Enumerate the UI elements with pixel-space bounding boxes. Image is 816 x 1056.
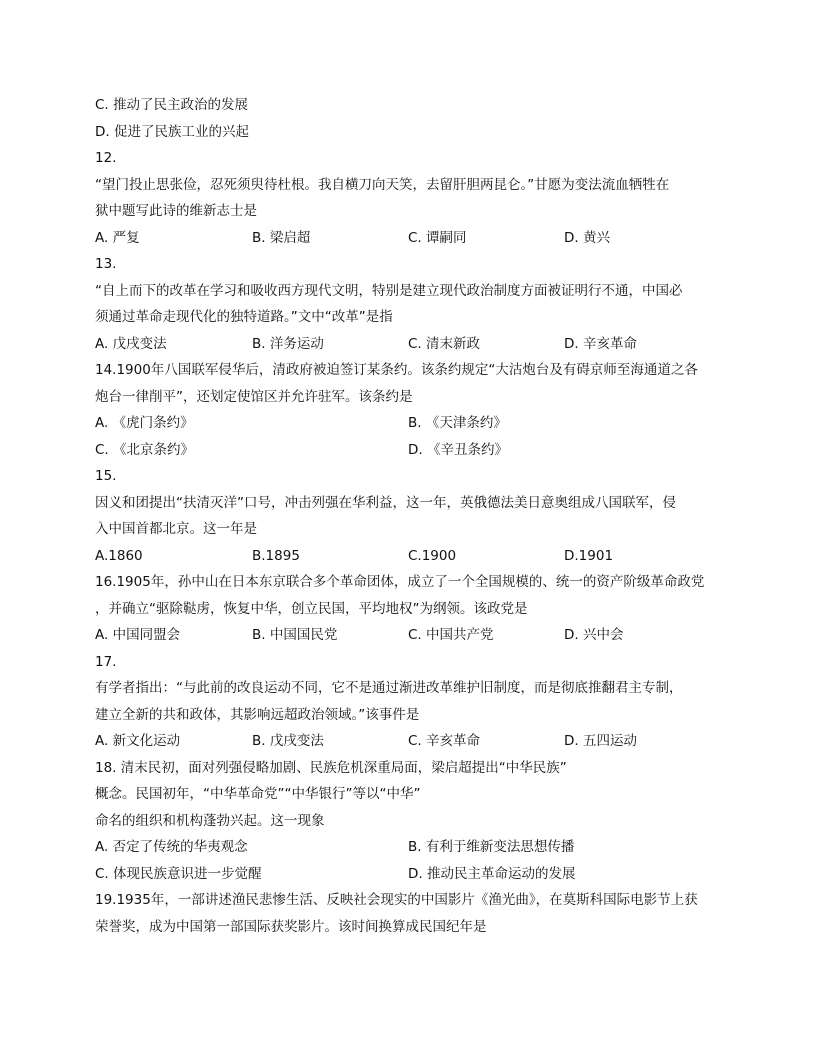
question-stem-line: 19.1935年，一部讲述渔民悲惨生活、反映社会现实的中国影片《渔光曲》，在莫斯科国际电影节上获 bbox=[95, 892, 698, 908]
option-c: C. 《北京条约》 bbox=[95, 441, 195, 458]
question-19 bbox=[95, 887, 725, 940]
options-row bbox=[95, 410, 725, 437]
option-c: C. 清末新政 bbox=[408, 335, 481, 352]
q11-option-d: D. 促进了民族工业的兴起 bbox=[95, 123, 249, 140]
option-d: D. 兴中会 bbox=[564, 627, 624, 643]
question-12 bbox=[95, 145, 725, 251]
question-stem-line: “自上而下的改革在学习和吸收西方现代文明，特别是建立现代政治制度方面被证明行不通，中国必 bbox=[95, 282, 683, 299]
question-stem-line: 因义和团提出“扶清灭洋”口号，冲击列强在华利益，这一年，英俄德法美日意奥组成八国联军，侵 bbox=[95, 494, 676, 511]
option-b: B. 梁启超 bbox=[252, 229, 311, 246]
question-number: 13. bbox=[95, 256, 117, 272]
question-stem-line: 命名的组织和机构蓬勃兴起。这一现象 bbox=[95, 812, 325, 829]
question-stem-line: 概念。民国初年，“中华革命党”“中华银行”等以“中华” bbox=[95, 786, 421, 802]
option-a: A. 新文化运动 bbox=[95, 733, 181, 749]
question-13 bbox=[95, 251, 725, 357]
option-c: C. 辛亥革命 bbox=[408, 733, 481, 749]
question-stem-line: 18. 清末民初，面对列强侵略加剧、民族危机深重局面，梁启超提出“中华民族” bbox=[95, 759, 567, 776]
option-c: C. 体现民族意识进一步觉醒 bbox=[95, 865, 262, 882]
option-b: B.1895 bbox=[252, 547, 300, 564]
option-c: C.1900 bbox=[408, 547, 457, 564]
question-15 bbox=[95, 463, 725, 569]
exam-page bbox=[95, 92, 725, 940]
question-stem-line: “望门投止思张俭，忍死须臾待杜根。我自横刀向天笑，去留肝胆两昆仑。”甘愿为变法流血牺牲在 bbox=[95, 176, 670, 193]
question-16 bbox=[95, 569, 725, 649]
option-d: D. 五四运动 bbox=[564, 733, 637, 749]
option-b: B. 有利于维新变法思想传播 bbox=[408, 839, 575, 855]
option-a: A. 戊戌变法 bbox=[95, 335, 167, 352]
option-a: A. 《虎门条约》 bbox=[95, 415, 194, 431]
option-b: B. 戊戌变法 bbox=[252, 733, 324, 749]
option-a: A. 否定了传统的华夷观念 bbox=[95, 839, 248, 855]
question-stem-line: 16.1905年，孙中山在日本东京联合多个革命团体，成立了一个全国规模的、统一的资产阶级革命政党 bbox=[95, 574, 705, 590]
options-row bbox=[95, 225, 725, 252]
option-d: D. 黄兴 bbox=[564, 229, 610, 246]
options-row bbox=[95, 834, 725, 861]
question-stem-line: 有学者指出：“与此前的改良运动不同，它不是通过渐进改革维护旧制度，而是彻底推翻君主专制， bbox=[95, 680, 683, 696]
option-c: C. 中国共产党 bbox=[408, 627, 494, 643]
question-18 bbox=[95, 755, 725, 888]
question-number: 12. bbox=[95, 150, 117, 166]
options-row bbox=[95, 728, 725, 755]
options-row bbox=[95, 861, 725, 888]
option-b: B. 《天津条约》 bbox=[408, 415, 507, 431]
option-d: D.1901 bbox=[564, 547, 614, 564]
option-d: D. 辛亥革命 bbox=[564, 335, 637, 352]
option-b: B. 洋务运动 bbox=[252, 335, 324, 352]
question-number: 15. bbox=[95, 468, 117, 484]
option-d: D. 推动民主革命运动的发展 bbox=[408, 865, 576, 882]
option-a: A.1860 bbox=[95, 547, 143, 564]
option-d: D. 《辛丑条约》 bbox=[408, 441, 508, 458]
question-stem-line: 须通过革命走现代化的独特道路。”文中“改革”是指 bbox=[95, 309, 393, 325]
q11-option-c: C. 推动了民主政治的发展 bbox=[95, 97, 249, 113]
question-stem-line: 炮台一律削平”，还划定使馆区并允许驻军。该条约是 bbox=[95, 388, 413, 405]
options-row bbox=[95, 622, 725, 649]
options-row bbox=[95, 543, 725, 570]
option-b: B. 中国国民党 bbox=[252, 627, 338, 643]
option-a: A. 中国同盟会 bbox=[95, 627, 181, 643]
question-stem-line: ，并确立“驱除鞑虏，恢复中华，创立民国，平均地权”为纲领。该政党是 bbox=[95, 600, 528, 617]
question-14 bbox=[95, 357, 725, 463]
question-number: 17. bbox=[95, 653, 117, 670]
question-stem-line: 建立全新的共和政体，其影响远超政治领域。”该事件是 bbox=[95, 706, 420, 723]
question-stem-line: 狱中题写此诗的维新志士是 bbox=[95, 203, 257, 219]
option-c: C. 谭嗣同 bbox=[408, 229, 467, 246]
option-a: A. 严复 bbox=[95, 229, 140, 246]
question-stem-line: 荣誉奖，成为中国第一部国际获奖影片。该时间换算成民国纪年是 bbox=[95, 918, 487, 935]
question-stem-line: 14.1900年八国联军侵华后，清政府被迫签订某条约。该条约规定“大沽炮台及有碍京师至海通道之各 bbox=[95, 362, 698, 378]
question-17 bbox=[95, 649, 725, 755]
options-row bbox=[95, 437, 725, 464]
options-row bbox=[95, 331, 725, 358]
question-stem-line: 入中国首都北京。这一年是 bbox=[95, 521, 257, 537]
